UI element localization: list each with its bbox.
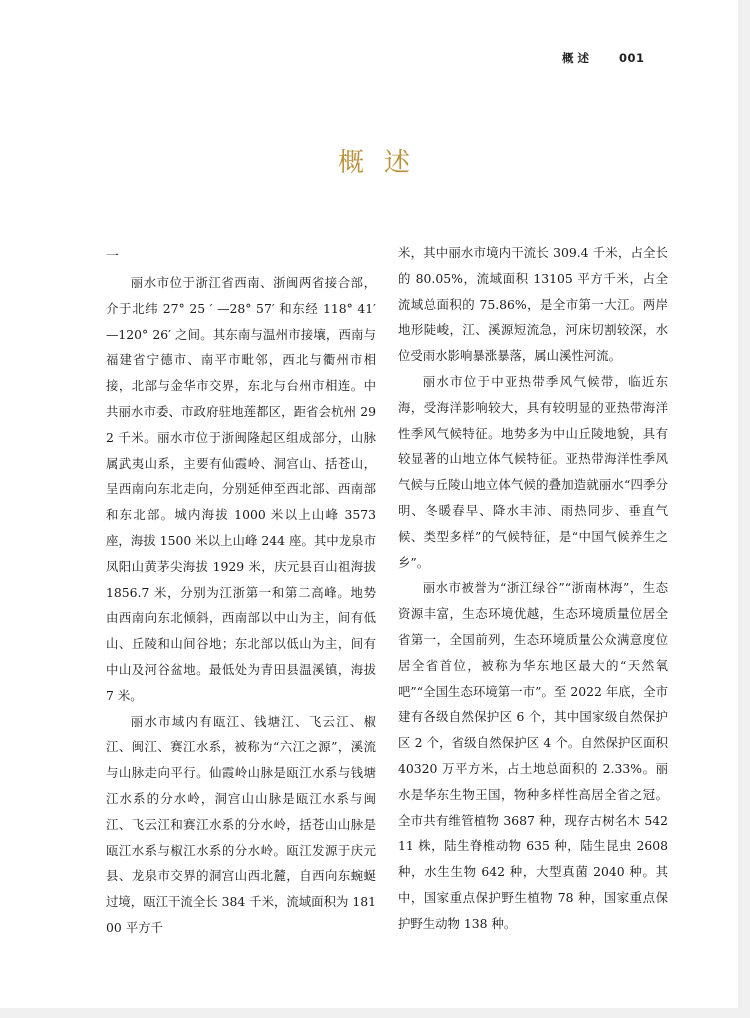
- running-header-title: 概述: [562, 51, 593, 65]
- paragraph-climate: 丽水市位于中亚热带季风气候带，临近东海，受海洋影响较大，具有较明显的亚热带海洋性季风气候特征。地势多为中山丘陵地貌，具有较显著的山地立体气候特征。亚热带海洋性季风气候与丘陵山地立体气候的叠加造就丽水“四季分明、冬暖春早、降水丰沛、雨热同步、垂直气候、类型多样”的气候特征，是“中国气候养生之乡”。: [398, 373, 668, 570]
- running-header: [562, 50, 645, 66]
- section-number: 一: [106, 249, 120, 264]
- right-column: [398, 240, 668, 937]
- page-edge-bottom: [0, 1008, 750, 1018]
- paragraph-location: 丽水市位于浙江省西南、浙闽两省接合部，介于北纬 27° 25 ′ —28° 57′ 和东经 118° 41′ —120° 26′ 之间。其东南与温州市接壤，西南与福建省宁德市、南平市毗邻，西北与衢州市相接，北部与金华市交界，东北与台州市相连。中共丽水市委、市政府驻地莲都区，距省会杭州 292 千米。丽水市位于浙闽隆起区组成部分，山脉属武夷山系，主要有仙霞岭、洞宫山、括苍山，呈西南向东北走向，分别延伸至西北部、西南部和东北部。城内海拔 1000 米以上山峰 3573 座，海拔 1500 米以上山峰 244 座。其中龙泉市凤阳山黄茅尖海拔 1929 米，庆元县百山祖海拔 1856.7 米，分别为江浙第一和第二高峰。地势由西南向东北倾斜，西南部以中山为主，间有低山、丘陵和山间谷地；东北部以低山为主，间有中山及河谷盆地。最低处为青田县温溪镇，海拔 7 米。: [106, 275, 376, 703]
- chapter-title: 概述: [337, 148, 430, 178]
- paragraph-rivers-continued: 米，其中丽水市境内干流长 309.4 千米，占全长的 80.05%，流域面积 13105 平方千米，占全流域总面积的 75.86%，是全市第一大江。两岸地形陡峻，江、溪源短流急，河床切割较深，水位受雨水影响暴涨暴落，属山溪性河流。: [398, 245, 668, 364]
- paragraph-ecology: 丽水市被誉为“浙江绿谷”“浙南林海”，生态资源丰富，生态环境优越，生态环境质量位居全省第一，全国前列，生态环境质量公众满意度位居全省首位，被称为华东地区最大的“天然氧吧”“全国生态环境第一市”。至 2022 年底，全市建有各级自然保护区 6 个，其中国家级自然保护区 2 个，省级自然保护区 4 个。自然保护区面积 40320 万平方米，占土地总面积的 2.33%。丽水是华东生物王国，物种多样性高居全省之冠。全市共有维管植物 3687 种，现存古树名木 54211 株，陆生脊椎动物 635 种，陆生昆虫 2608 种，水生生物 642 种，大型真菌 2040 种。其中，国家重点保护野生植物 78 种，国家重点保护野生动物 138 种。: [398, 580, 668, 931]
- left-column: [106, 244, 376, 941]
- page-number: 001: [619, 51, 645, 65]
- paragraph-rivers: 丽水市域内有瓯江、钱塘江、飞云江、椒江、闽江、赛江水系，被称为“六江之源”，溪流与山脉走向平行。仙霞岭山脉是瓯江水系与钱塘江水系的分水岭，洞宫山山脉是瓯江水系与闽江、飞云江和赛江水系的分水岭，括苍山山脉是瓯江水系与椒江水系的分水岭。瓯江发源于庆元县、龙泉市交界的洞宫山西北麓，自西向东蜿蜒过境，瓯江干流全长 384 千米，流域面积为 18100 平方千: [106, 713, 376, 935]
